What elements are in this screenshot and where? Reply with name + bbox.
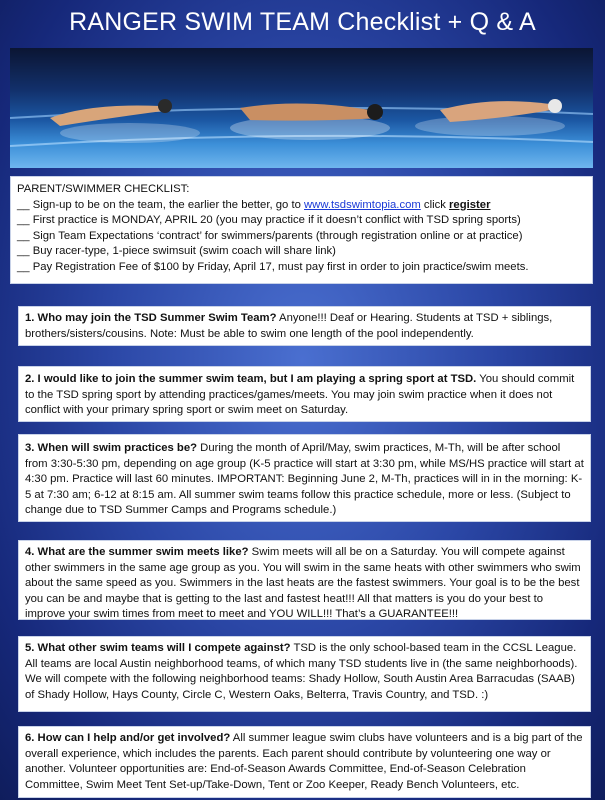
- qa-box-4: [18, 540, 591, 620]
- checklist-item-text: __ Sign-up to be on the team, the earlier the better, go to: [17, 198, 305, 211]
- question: 5. What other swim teams will I compete against?: [25, 642, 291, 654]
- checklist-item: __ Sign Team Expectations ‘contract’ for swimmers/parents (through registration online or at practice): [17, 229, 523, 242]
- qa-box-6: [18, 726, 591, 798]
- checklist-item-text: click: [420, 198, 450, 211]
- swimmer-left: [50, 99, 172, 126]
- register-link[interactable]: register: [449, 198, 491, 211]
- qa-box-3: [18, 434, 591, 522]
- answer: During the month of April/May, swim practices, M-Th, will be after school from 3:30-5:30 pm, depending on age group (K-5 practice will start at 3:30 pm, while MS/HS practice will start at 4:30 pm. Practice will last 60 minutes. IMPORTANT: Beginning June 2, M-Th, practices will in in the morning: K-5 at 7:30 am; 6-12 at 8:15 am. All summer swim teams follow this practice schedule, more or less. (Subject to change due to TSD Summer Camps and Programs schedule.): [25, 442, 584, 516]
- answer: TSD is the only school-based team in the CCSL League. All teams are local Austin neighborhood teams, of which many TSD students live in (the same neighborhoods). We will compete with the following neighborhood teams: Shady Hollow, South Austin Area Barracudas (SAAB) of Shady Hollow, Hays County, Circle C, Western Oaks, Belterra, Travis Country, and TSD. :): [25, 642, 578, 701]
- question: 6. How can I help and/or get involved?: [25, 732, 231, 744]
- checklist-item: __ First practice is MONDAY, APRIL 20 (you may practice if it doesn’t conflict with TSD spring sports): [17, 214, 521, 226]
- question: 1. Who may join the TSD Summer Swim Team?: [25, 312, 277, 324]
- checklist-item-signup: [17, 198, 586, 214]
- answer: You should commit to the TSD spring sport by attending practices/games/meets. You may join swim practice when it does not conflict with your primary spring sport or swim meet on Saturday.: [25, 373, 575, 416]
- checklist-item: __ Pay Registration Fee of $100 by Friday, April 17, must pay first in order to join practice/swim meets.: [17, 260, 529, 273]
- answer: Anyone!!! Deaf or Hearing. Students at TSD + siblings, brothers/sisters/cousins. Note: Must be able to swim one length of the pool independently.: [25, 312, 553, 340]
- answer: Swim meets will all be on a Saturday. You will compete against other swimmers in the same age group as you. You will swim in the same heats with other swimmers who swim about the same speed as you. Swimmers in the last heats are the fastest swimmers. Your goal is to be the best you can be and maybe that is getting to the last and fastest heat!!! All that matters is you do your best to improve your swim times from meet to meet and YOU WILL!!! That’s a GUARANTEE!!!: [25, 546, 581, 620]
- swimmer-center: [240, 103, 383, 120]
- swimmers-photo: [10, 48, 593, 168]
- answer: All summer league swim clubs have volunteers and is a big part of the overall experience, which includes the parents. Each parent should contribute by volunteering one way or another. Volunteer opportunities are: End-of-Season Awards Committee, End-of-Season Celebration Committee, Swim Meet Tent Set-up/Take-Down, Tent or Zoo Keeper, Ready Bench Volunteers, etc.: [25, 732, 583, 791]
- website-link[interactable]: www.tsdswimtopia.com: [304, 198, 421, 211]
- question: 2. I would like to join the summer swim team, but I am playing a spring sport at TSD.: [25, 373, 477, 385]
- question: 4. What are the summer swim meets like?: [25, 546, 249, 558]
- swimmers-illustration: [10, 48, 593, 168]
- checklist-box: [10, 176, 593, 284]
- page-title: RANGER SWIM TEAM Checklist + Q & A: [69, 8, 536, 36]
- checklist-item: __ Buy racer-type, 1-piece swimsuit (swim coach will share link): [17, 245, 336, 257]
- qa-box-2: [18, 366, 591, 422]
- qa-box-1: [18, 306, 591, 346]
- qa-box-5: [18, 636, 591, 712]
- question: 3. When will swim practices be?: [25, 442, 198, 454]
- checklist-heading: PARENT/SWIMMER CHECKLIST:: [17, 183, 190, 195]
